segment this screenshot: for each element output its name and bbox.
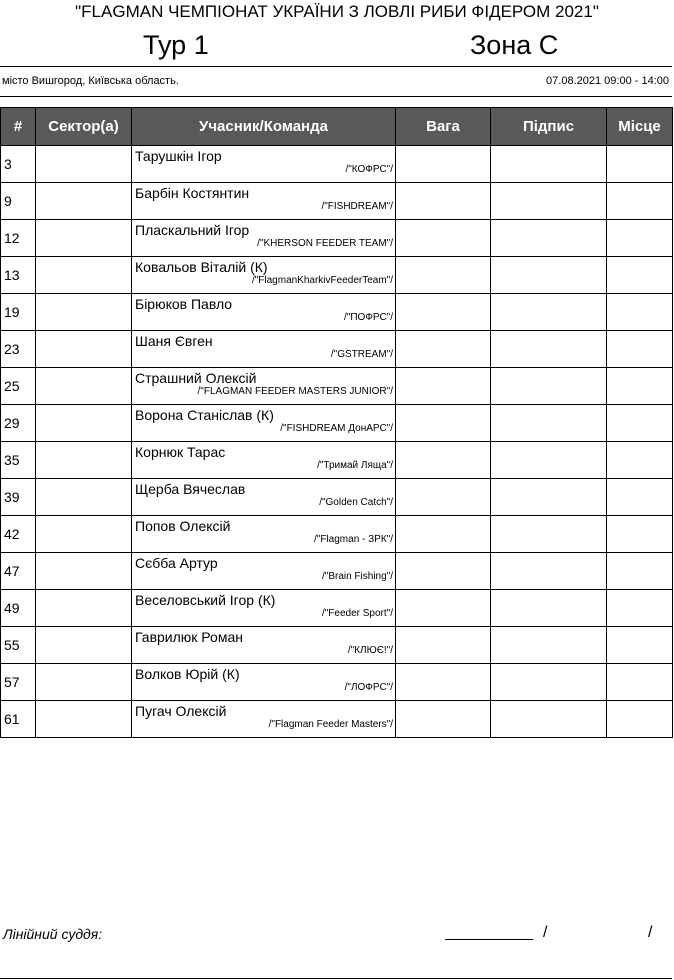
- participant-name: Страшний Олексій: [135, 370, 257, 386]
- sector-cell: [36, 701, 132, 738]
- place-cell: [607, 331, 673, 368]
- judge-separator-slash: /: [648, 924, 653, 941]
- signature-cell: [491, 294, 607, 331]
- place-cell: [607, 368, 673, 405]
- place-cell: [607, 405, 673, 442]
- participant-cell: [132, 627, 396, 664]
- place-cell: [607, 701, 673, 738]
- signature-cell: [491, 368, 607, 405]
- participant-cell: [132, 442, 396, 479]
- signature-cell: [491, 257, 607, 294]
- team-name: /"ПОФРС"/: [343, 312, 393, 323]
- sector-cell: [36, 405, 132, 442]
- participant-cell: [132, 553, 396, 590]
- participant-name: Сєбба Артур: [135, 555, 218, 571]
- participant-cell: [132, 257, 396, 294]
- table-header-row: [1, 108, 673, 146]
- table-row: [1, 368, 673, 405]
- participants-table: [0, 107, 673, 738]
- place-cell: [607, 627, 673, 664]
- participant-cell: [132, 294, 396, 331]
- weight-cell: [396, 368, 491, 405]
- signature-cell: [491, 479, 607, 516]
- participant-number: 49: [1, 590, 36, 627]
- tour-label: Тур 1: [143, 30, 209, 60]
- table-row: [1, 331, 673, 368]
- sector-cell: [36, 257, 132, 294]
- place-cell: [607, 146, 673, 183]
- participant-number: 25: [1, 368, 36, 405]
- participant-name: Корнюк Тарас: [135, 444, 226, 460]
- participant-cell: [132, 220, 396, 257]
- table-row: [1, 701, 673, 738]
- document-title: "FLAGMAN ЧЕМПІОНАТ УКРАЇНИ З ЛОВЛІ РИБИ ФІДЕРОМ 2021": [75, 2, 599, 21]
- place-cell: [607, 516, 673, 553]
- weight-cell: [396, 294, 491, 331]
- table-row: [1, 294, 673, 331]
- sector-cell: [36, 146, 132, 183]
- team-name: /"FlagmanKharkivFeederTeam"/: [251, 275, 393, 286]
- signature-cell: [491, 590, 607, 627]
- weight-cell: [396, 590, 491, 627]
- team-name: /"Flagman - ЗРК"/: [314, 534, 393, 545]
- sector-cell: [36, 479, 132, 516]
- place-cell: [607, 220, 673, 257]
- participant-number: 57: [1, 664, 36, 701]
- weight-cell: [396, 220, 491, 257]
- place-cell: [607, 257, 673, 294]
- participant-name: Пугач Олексій: [135, 703, 227, 719]
- table-row: [1, 516, 673, 553]
- sector-cell: [36, 368, 132, 405]
- sector-cell: [36, 220, 132, 257]
- signature-cell: [491, 627, 607, 664]
- place-cell: [607, 553, 673, 590]
- table-row: [1, 664, 673, 701]
- team-name: /"GSTREAM"/: [330, 349, 393, 360]
- team-name: /"ЛОФРС"/: [344, 682, 393, 693]
- weight-cell: [396, 553, 491, 590]
- column-header-weight: Вага: [396, 108, 491, 146]
- column-header-place: Місце: [607, 108, 673, 146]
- column-header-number: #: [1, 108, 36, 146]
- weight-cell: [396, 627, 491, 664]
- sector-cell: [36, 183, 132, 220]
- participant-name: Бірюков Павло: [135, 296, 233, 312]
- sector-cell: [36, 516, 132, 553]
- place-cell: [607, 442, 673, 479]
- team-name: /"Feeder Sport"/: [321, 608, 393, 619]
- weight-cell: [396, 257, 491, 294]
- participant-name: Попов Олексій: [135, 518, 231, 534]
- event-location: місто Вишгород, Київська область.: [2, 75, 179, 87]
- column-header-signature: Підпис: [491, 108, 607, 146]
- participant-name: Ковальов Віталій (К): [135, 259, 268, 275]
- participant-cell: [132, 331, 396, 368]
- participant-number: 55: [1, 627, 36, 664]
- participant-name: Щерба Вячеслав: [135, 481, 246, 497]
- signature-cell: [491, 442, 607, 479]
- header-divider-top: [0, 66, 672, 67]
- weight-cell: [396, 331, 491, 368]
- signature-cell: [491, 405, 607, 442]
- participant-name: Волков Юрій (К): [135, 666, 240, 682]
- signature-cell: [491, 664, 607, 701]
- participant-cell: [132, 701, 396, 738]
- participant-cell: [132, 516, 396, 553]
- team-name: /"FISHDREAM"/: [321, 201, 393, 212]
- team-name: /"FLAGMAN FEEDER MASTERS JUNIOR"/: [197, 386, 393, 397]
- place-cell: [607, 479, 673, 516]
- participant-number: 3: [1, 146, 36, 183]
- team-name: /"Flagman Feeder Masters"/: [268, 719, 393, 730]
- team-name: /"Golden Catch"/: [319, 497, 393, 508]
- participant-cell: [132, 590, 396, 627]
- table-row: [1, 590, 673, 627]
- participant-name: Веселовський Ігор (К): [135, 592, 276, 608]
- zone-label: Зона C: [470, 30, 559, 60]
- signature-cell: [491, 220, 607, 257]
- table-row: [1, 183, 673, 220]
- participant-name: Гаврилюк Роман: [135, 629, 243, 645]
- participant-number: 13: [1, 257, 36, 294]
- team-name: /"KHERSON FEEDER TEAM"/: [257, 238, 393, 249]
- judge-separator-slash: /: [543, 924, 548, 941]
- weight-cell: [396, 516, 491, 553]
- signature-cell: [491, 183, 607, 220]
- column-header-sector: Сектор(а): [36, 108, 132, 146]
- table-row: [1, 479, 673, 516]
- header-divider-bottom: [0, 96, 672, 97]
- sector-cell: [36, 331, 132, 368]
- participant-number: 12: [1, 220, 36, 257]
- table-row: [1, 146, 673, 183]
- table-row: [1, 257, 673, 294]
- table-row: [1, 627, 673, 664]
- place-cell: [607, 294, 673, 331]
- participant-cell: [132, 146, 396, 183]
- participant-number: 35: [1, 442, 36, 479]
- weight-cell: [396, 405, 491, 442]
- participant-cell: [132, 664, 396, 701]
- weight-cell: [396, 146, 491, 183]
- participant-number: 19: [1, 294, 36, 331]
- participant-number: 39: [1, 479, 36, 516]
- signature-cell: [491, 331, 607, 368]
- sector-cell: [36, 590, 132, 627]
- participant-cell: [132, 183, 396, 220]
- participant-number: 9: [1, 183, 36, 220]
- weight-cell: [396, 701, 491, 738]
- signature-cell: [491, 701, 607, 738]
- column-header-participant: Учасник/Команда: [132, 108, 396, 146]
- team-name: /"Brain Fishing"/: [321, 571, 393, 582]
- participant-name: Ворона Станіслав (К): [135, 407, 274, 423]
- sector-cell: [36, 442, 132, 479]
- sector-cell: [36, 553, 132, 590]
- participant-cell: [132, 368, 396, 405]
- team-name: /"КОФРС"/: [345, 164, 393, 175]
- team-name: /"FISHDREAM ДонАРС"/: [280, 423, 393, 434]
- participant-number: 42: [1, 516, 36, 553]
- sector-cell: [36, 664, 132, 701]
- judge-signature-line: [445, 939, 533, 940]
- participant-number: 23: [1, 331, 36, 368]
- signature-cell: [491, 516, 607, 553]
- event-date-time: 07.08.2021 09:00 - 14:00: [546, 75, 669, 87]
- participant-number: 29: [1, 405, 36, 442]
- participant-number: 47: [1, 553, 36, 590]
- place-cell: [607, 183, 673, 220]
- place-cell: [607, 590, 673, 627]
- line-judge-label: Лінійний суддя:: [3, 926, 103, 942]
- participant-cell: [132, 479, 396, 516]
- participant-name: Барбін Костянтин: [135, 185, 250, 201]
- footer-divider: [0, 978, 672, 979]
- place-cell: [607, 664, 673, 701]
- sector-cell: [36, 627, 132, 664]
- sector-cell: [36, 294, 132, 331]
- signature-cell: [491, 146, 607, 183]
- participant-cell: [132, 405, 396, 442]
- team-name: /"Тримай Ляща"/: [317, 460, 393, 471]
- weight-cell: [396, 442, 491, 479]
- weight-cell: [396, 664, 491, 701]
- weight-cell: [396, 183, 491, 220]
- weight-cell: [396, 479, 491, 516]
- table-row: [1, 442, 673, 479]
- participant-name: Шаня Євген: [135, 333, 213, 349]
- table-row: [1, 220, 673, 257]
- participant-name: Пласкальний Ігор: [135, 222, 250, 238]
- team-name: /"КЛЮЄ!"/: [347, 645, 393, 656]
- participant-name: Тарушкін Ігор: [135, 148, 222, 164]
- table-row: [1, 553, 673, 590]
- participant-number: 61: [1, 701, 36, 738]
- signature-cell: [491, 553, 607, 590]
- table-row: [1, 405, 673, 442]
